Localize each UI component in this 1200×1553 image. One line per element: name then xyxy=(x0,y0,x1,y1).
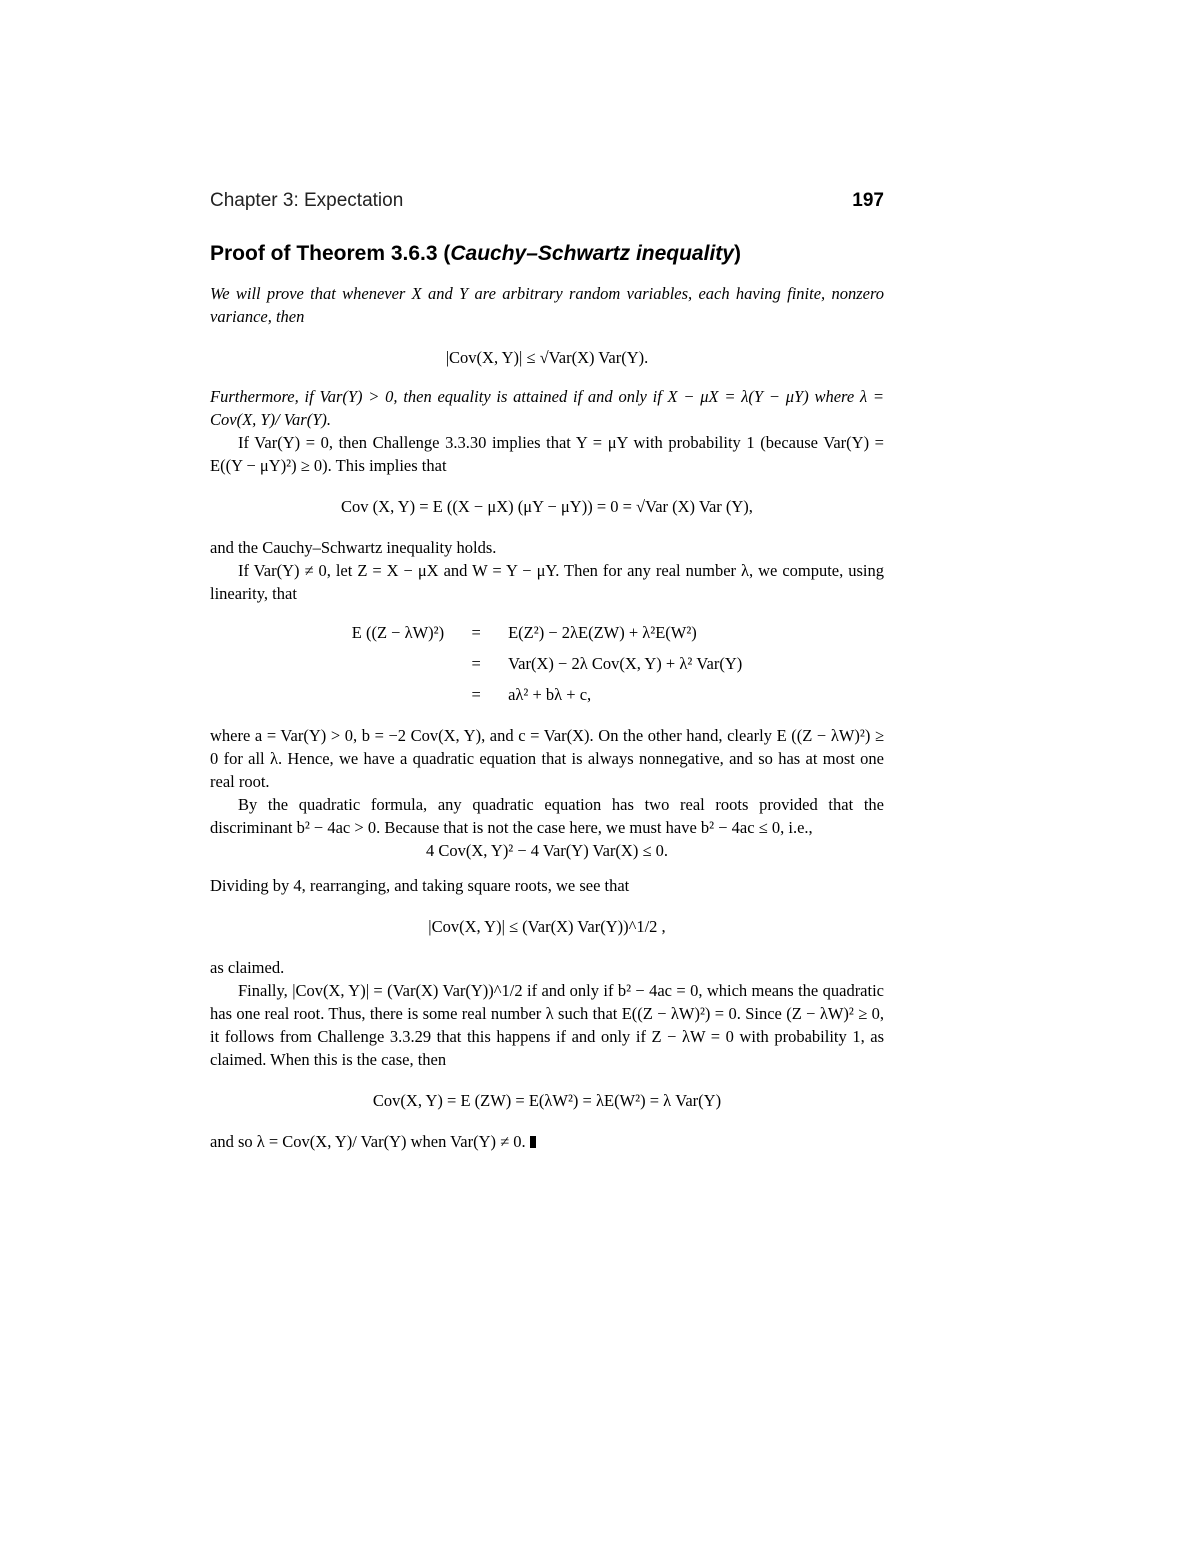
dividing-paragraph: Dividing by 4, rearranging, and taking square roots, we see that xyxy=(210,876,630,895)
aligned-rhs-1: E(Z²) − 2λE(ZW) + λ²E(W²) xyxy=(508,623,697,642)
aligned-equations xyxy=(346,617,749,710)
furthermore-paragraph: Furthermore, if Var(Y) > 0, then equality is attained if and only if X − μX = λ(Y − μY) where λ = Cov(X, Y)/ Var(Y). xyxy=(210,387,884,429)
aligned-equals-3: = xyxy=(471,685,481,704)
intro-paragraph: We will prove that whenever X and Y are arbitrary random variables, each having finite, nonzero variance, then xyxy=(210,284,884,326)
aligned-row-3 xyxy=(346,679,749,710)
chapter-title: Chapter 3: Expectation xyxy=(210,190,404,211)
proof-title xyxy=(210,242,884,266)
aligned-equals-2: = xyxy=(471,654,481,673)
qed-icon xyxy=(530,1136,536,1148)
page-number: 197 xyxy=(852,190,884,211)
equation-1: |Cov(X, Y)| ≤ √Var(X) Var(Y). xyxy=(445,348,649,367)
aligned-row-1 xyxy=(346,617,749,648)
equation-4: |Cov(X, Y)| ≤ (Var(X) Var(Y))^1/2 , xyxy=(428,917,666,936)
page-header xyxy=(210,190,884,212)
finally-paragraph: Finally, |Cov(X, Y)| = (Var(X) Var(Y))^1/2 if and only if b² − 4ac = 0, which means the quadratic has one real root. Thus, there is some real number λ such that E((Z − λW)²) = 0. Since (Z − λW)² ≥ 0, it follows from Challenge 3.3.29 that this happens if and only if Z − λW = 0 with probability 1, as claimed. When this is the case, then xyxy=(210,981,884,1069)
where-abc-paragraph: where a = Var(Y) > 0, b = −2 Cov(X, Y), and c = Var(X). On the other hand, clearly E ((Z − λW)²) ≥ 0 for all λ. Hence, we have a quadratic equation that is always nonnegative, and so has at most one real root. xyxy=(210,726,884,791)
case-zero-paragraph: If Var(Y) = 0, then Challenge 3.3.30 implies that Y = μY with probability 1 (because Var(Y) = E((Y − μY)²) ≥ 0). This implies that xyxy=(210,433,884,475)
proof-body xyxy=(210,282,884,1153)
conclusion-paragraph xyxy=(210,1130,884,1153)
aligned-rhs-2: Var(X) − 2λ Cov(X, Y) + λ² Var(Y) xyxy=(508,654,743,673)
quadratic-paragraph: By the quadratic formula, any quadratic equation has two real roots provided that the discriminant b² − 4ac > 0. Because that is not the case here, we must have b² − 4ac ≤ 0, i.e., xyxy=(210,795,884,837)
proof-title-prefix: Proof of Theorem 3.6.3 ( xyxy=(210,242,451,265)
case-nonzero-paragraph: If Var(Y) ≠ 0, let Z = X − μX and W = Y − μY. Then for any real number λ, we compute, using linearity, that xyxy=(210,561,884,603)
equation-5: Cov(X, Y) = E (ZW) = E(λW²) = λE(W²) = λ Var(Y) xyxy=(372,1091,722,1110)
aligned-lhs: E ((Z − λW)²) xyxy=(351,623,445,642)
conclusion-text: and so λ = Cov(X, Y)/ Var(Y) when Var(Y) ≠ 0. xyxy=(210,1132,526,1151)
aligned-row-2 xyxy=(346,648,749,679)
proof-title-suffix: ) xyxy=(733,242,741,265)
proof-title-emph: Cauchy–Schwartz inequality xyxy=(450,242,734,265)
aligned-equals-1: = xyxy=(471,623,481,642)
as-claimed-paragraph: as claimed. xyxy=(210,958,285,977)
aligned-rhs-3: aλ² + bλ + c, xyxy=(508,685,592,704)
equation-3: 4 Cov(X, Y)² − 4 Var(Y) Var(X) ≤ 0. xyxy=(425,841,669,860)
holds-paragraph: and the Cauchy–Schwartz inequality holds. xyxy=(210,538,497,557)
equation-2: Cov (X, Y) = E ((X − μX) (μY − μY)) = 0 = √Var (X) Var (Y), xyxy=(341,497,753,516)
